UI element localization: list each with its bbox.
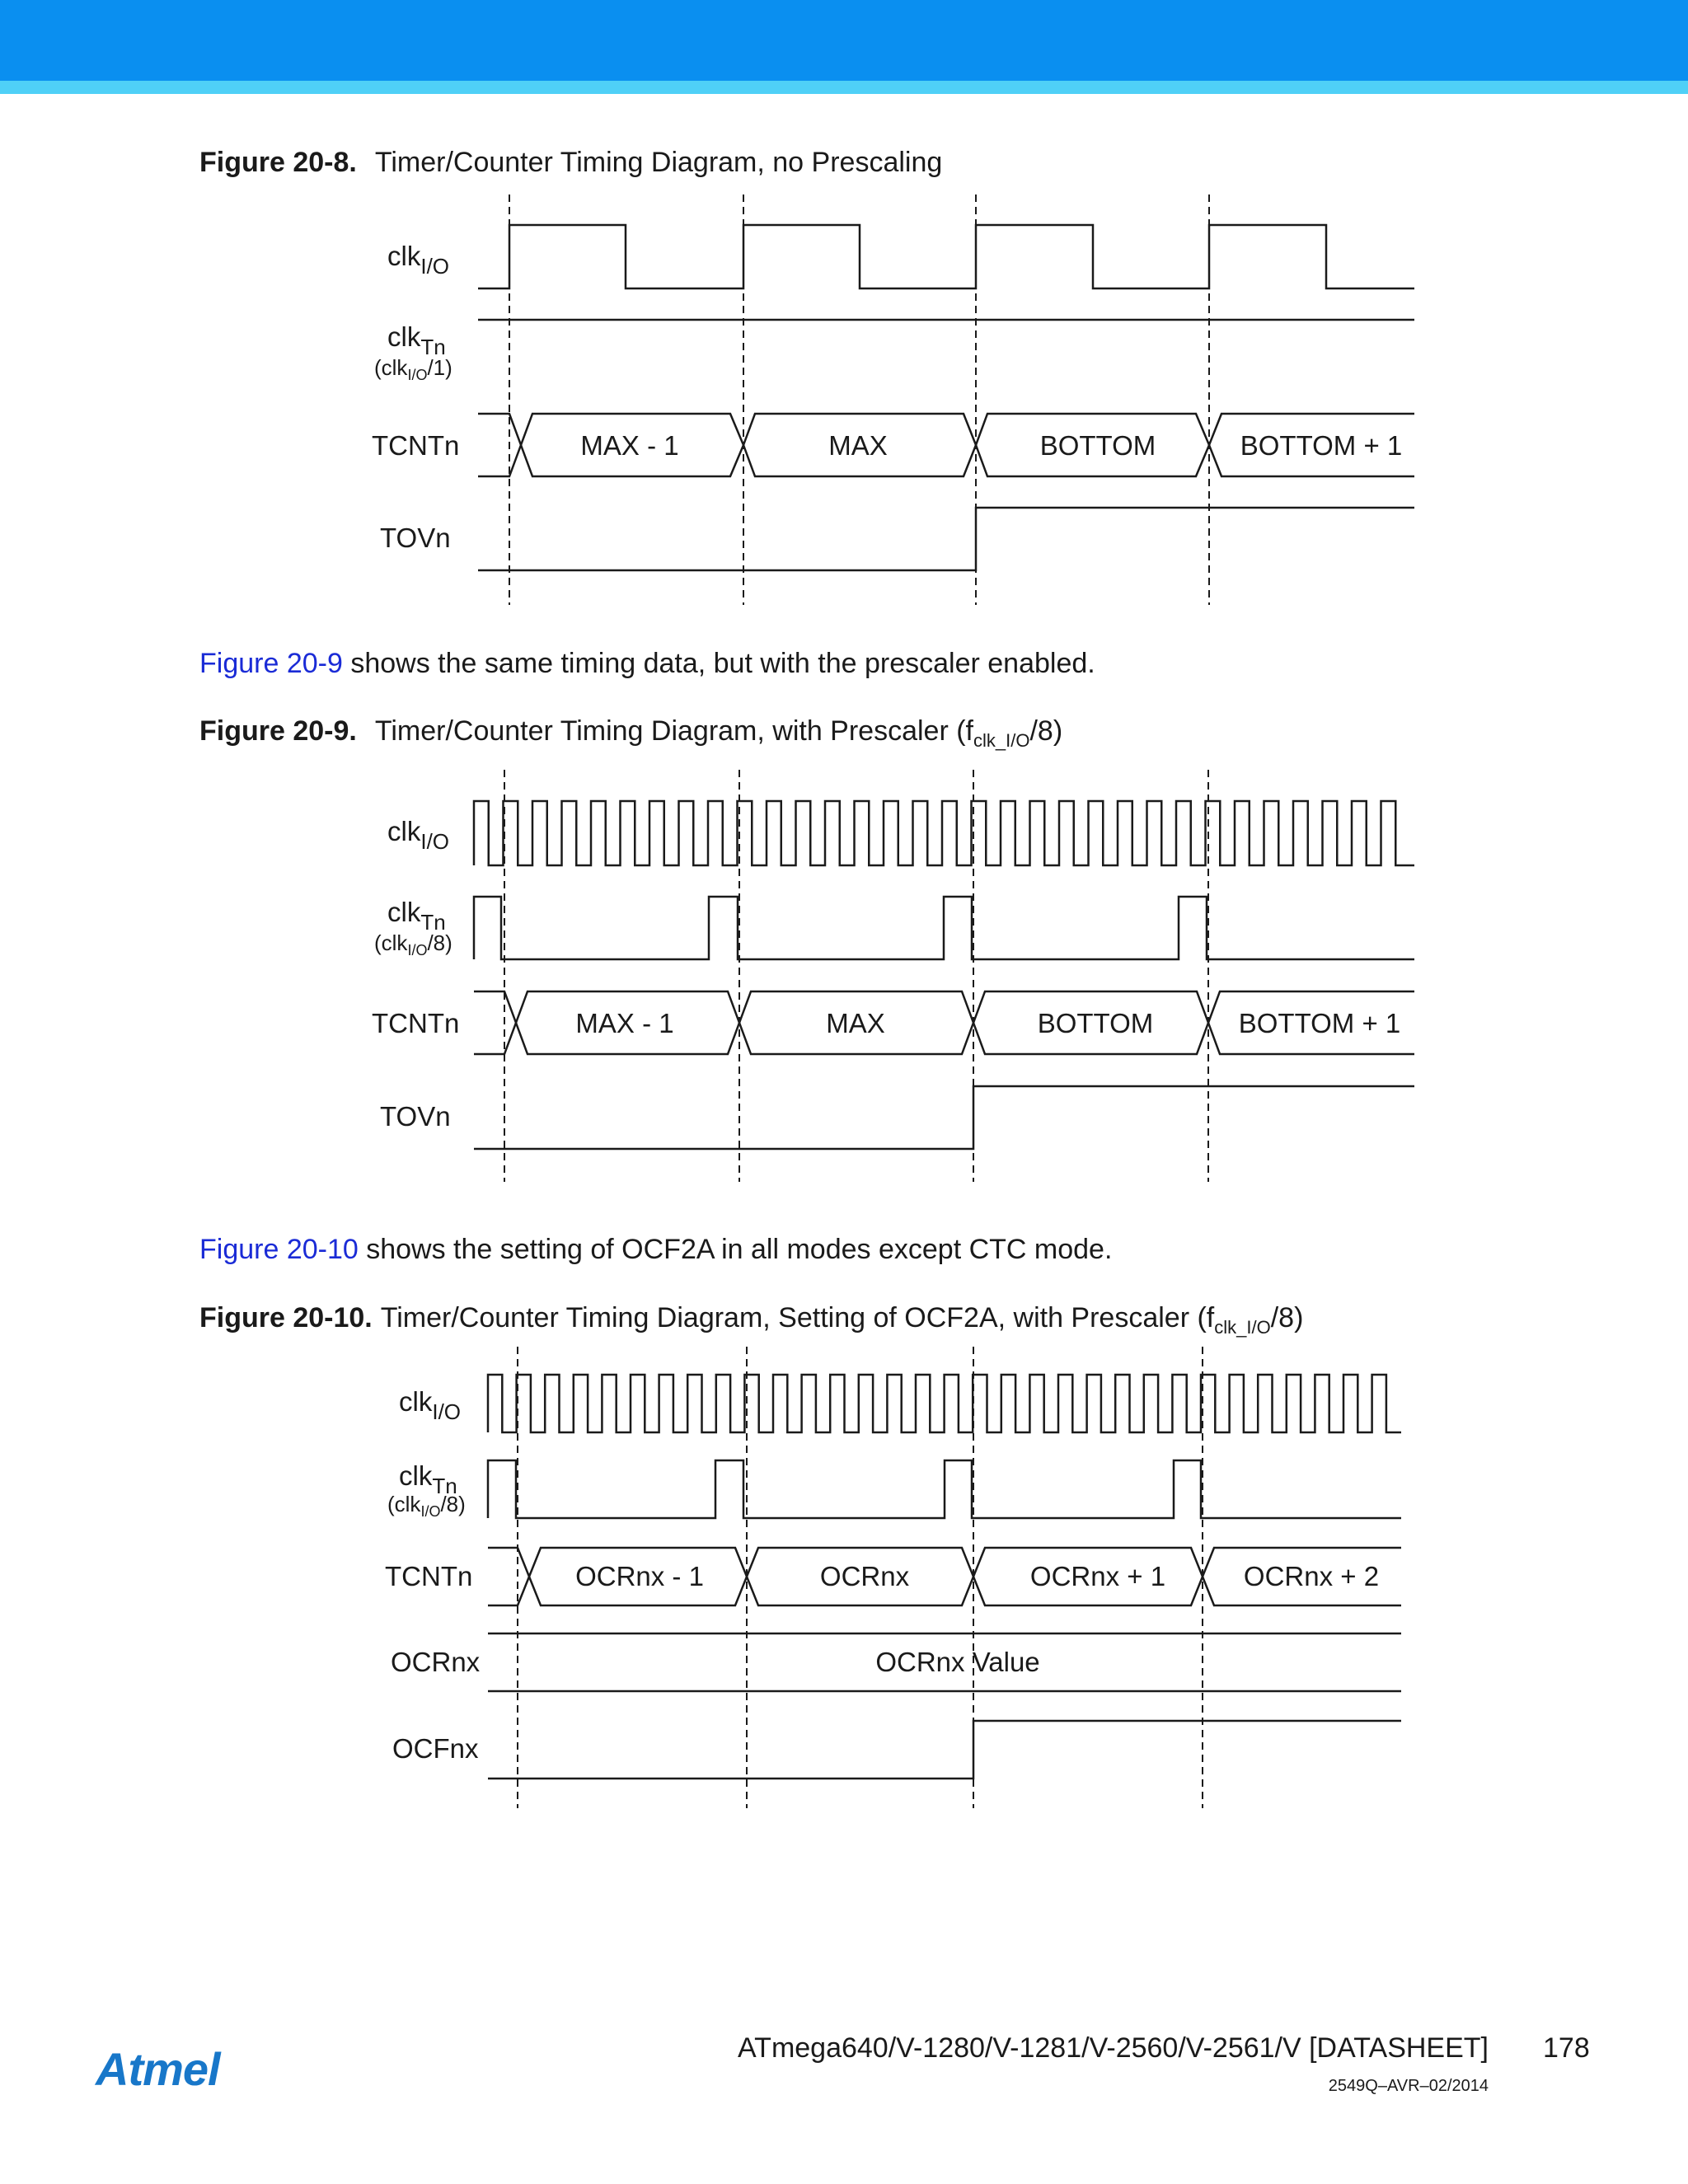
tcnt-value: MAX	[828, 430, 888, 461]
tcnt-value: BOTTOM	[1037, 1008, 1154, 1038]
signal-note-clktn: (clk$_{I/O}$/8)	[387, 1492, 466, 1520]
tcnt-value: OCRnx	[819, 1561, 910, 1591]
figure-label: Figure 20-8.	[199, 147, 357, 178]
page-number: 178	[1543, 2032, 1590, 2064]
tcnt-value: BOTTOM + 1	[1238, 1008, 1401, 1038]
signal-label-clkio: clk$_{I/O}$	[387, 816, 450, 854]
signal-label-ocfnx: OCFnx	[392, 1733, 479, 1764]
figure-label: Figure 20-9.	[199, 715, 357, 747]
signal-label-clktn: clk$_{Tn}$	[387, 321, 446, 359]
figure-title: Timer/Counter Timing Diagram, Setting of OCF2A, with Prescaler (f	[380, 1302, 1215, 1333]
figure-link[interactable]: Figure 20-9	[199, 648, 343, 679]
ocrnx-value: OCRnx Value	[875, 1647, 1040, 1677]
signal-label-ocrnx: OCRnx	[391, 1647, 481, 1677]
figure-label: Figure 20-10.	[199, 1302, 373, 1333]
signal-label-clkio: clk$_{I/O}$	[399, 1386, 462, 1424]
tcnt-value: OCRnx + 2	[1243, 1561, 1380, 1591]
tcnt-value: BOTTOM + 1	[1240, 430, 1403, 461]
figure-title: Timer/Counter Timing Diagram, no Prescaling	[374, 147, 943, 178]
document-code: 2549Q–AVR–02/2014	[1328, 2077, 1489, 2095]
signal-label-tovn: TOVn	[380, 1101, 451, 1132]
atmel-logo: Atmel	[96, 2043, 220, 2095]
signal-label-clktn: clk$_{Tn}$	[399, 1460, 457, 1498]
tcnt-value: MAX - 1	[580, 430, 679, 461]
paragraph-figure-20-9-ref: Figure 20-9 shows the same timing data, but with the prescaler enabled.	[199, 648, 1095, 679]
clkio-waveform	[488, 1375, 1401, 1432]
signal-label-tcntn: TCNTn	[372, 430, 460, 461]
tcnt-value: BOTTOM	[1039, 430, 1156, 461]
signal-label-tcntn: TCNTn	[385, 1561, 473, 1591]
tcnt-value: OCRnx - 1	[575, 1561, 704, 1591]
footer-document-title: ATmega640/V-1280/V-1281/V-2560/V-2561/V [DATASHEET]	[738, 2032, 1489, 2064]
figure-title: Timer/Counter Timing Diagram, with Prescaler (f	[374, 715, 973, 747]
tcnt-value: OCRnx + 1	[1029, 1561, 1166, 1591]
figure-20-9-caption: Figure 20-9. Timer/Counter Timing Diagram, with Prescaler $(f_{clk\_I/O}/8)$	[199, 715, 1063, 751]
tcnt-value: MAX	[826, 1008, 885, 1038]
figure-20-10-caption: Figure 20-10. Timer/Counter Timing Diagram, Setting of OCF2A, with Prescaler $(f_{clk\_I/O}/8)$	[199, 1302, 1304, 1338]
signal-note-clktn: (clk$_{I/O}$/1)	[374, 355, 452, 383]
signal-note-clktn: (clk$_{I/O}$/8)	[374, 930, 452, 958]
signal-label-clkio: clk$_{I/O}$	[387, 241, 450, 279]
signal-label-tcntn: TCNTn	[372, 1008, 460, 1038]
signal-label-tovn: TOVn	[380, 523, 451, 553]
paragraph-figure-20-10-ref: Figure 20-10 shows the setting of OCF2A in all modes except CTC mode.	[199, 1234, 1113, 1265]
tcnt-value: MAX - 1	[575, 1008, 674, 1038]
signal-label-clktn: clk$_{Tn}$	[387, 897, 446, 935]
figure-link[interactable]: Figure 20-10	[199, 1234, 359, 1265]
